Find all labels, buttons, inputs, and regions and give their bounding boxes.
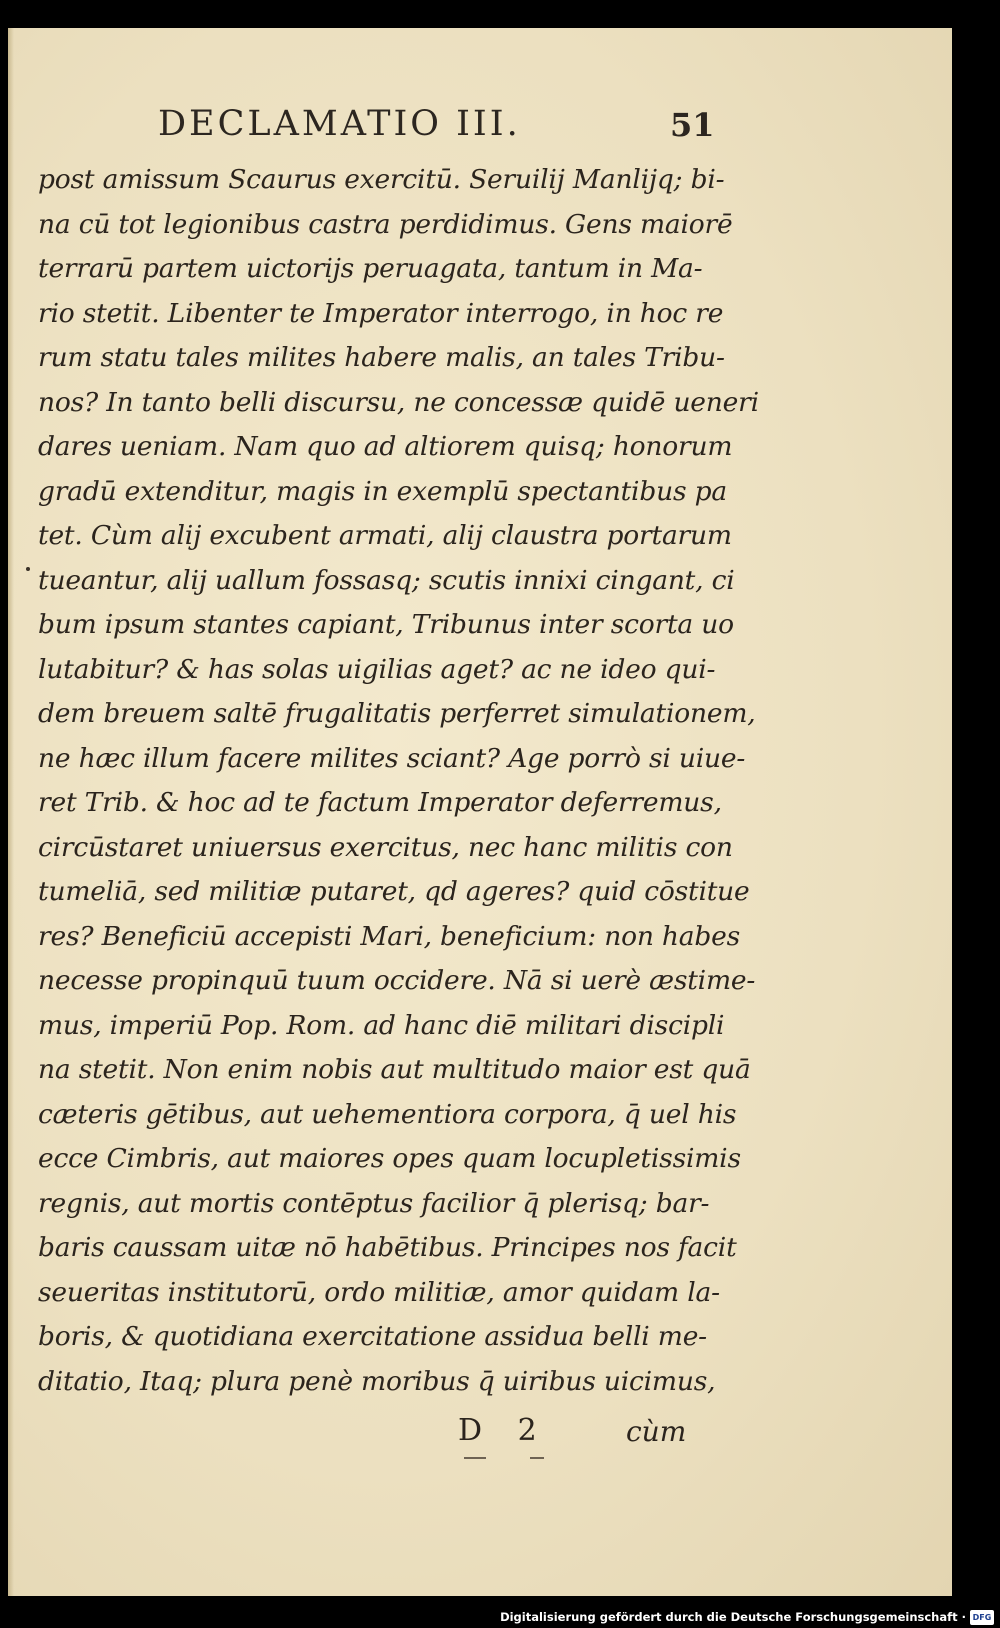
text-line: bum ipsum stantes capiant, Tribunus inter scorta uo bbox=[38, 609, 734, 640]
text-line: seueritas institutorū, ordo militiæ, amor quidam la- bbox=[38, 1276, 720, 1308]
text-line: lutabitur? & has solas uigilias aget? ac ne ideo qui- bbox=[38, 653, 716, 685]
text-line: gradū extenditur, magis in exemplū spectantibus pa bbox=[38, 475, 727, 507]
text-line: mus, imperiū Pop. Rom. ad hanc diē militari discipli bbox=[38, 1009, 725, 1041]
text-line: rum statu tales milites habere malis, an tales Tribu- bbox=[38, 342, 725, 373]
text-line: boris, & quotidiana exercitatione assidua belli me- bbox=[38, 1321, 707, 1352]
funding-credit: Digitalisierung gefördert durch die Deutsche Forschungsgemeinschaft · bbox=[500, 1610, 966, 1624]
catchword: cùm bbox=[626, 1415, 687, 1448]
signature-underline bbox=[530, 1457, 544, 1459]
signature-underline bbox=[464, 1457, 486, 1459]
text-line: nos? In tanto belli discursu, ne concessæ quidē ueneri bbox=[38, 386, 759, 418]
text-line: post amissum Scaurus exercitū. Seruilij Manlijq; bi- bbox=[38, 164, 725, 195]
text-line: regnis, aut mortis contēptus facilior q̄ plerisq; bar- bbox=[38, 1187, 710, 1219]
text-line: na cū tot legionibus castra perdidimus. Gens maiorē bbox=[38, 208, 733, 240]
page-gutter-shadow bbox=[8, 28, 14, 1596]
text-line: dares ueniam. Nam quo ad altiorem quisq; honorum bbox=[38, 431, 733, 462]
signature-mark: D 2 bbox=[458, 1413, 537, 1448]
text-line: tet. Cùm alij excubent armati, alij claustra portarum bbox=[38, 520, 732, 551]
text-line: ditatio, Itaq; plura penè moribus q̄ uiribus uicimus, bbox=[38, 1365, 716, 1397]
text-line: dem breuem saltē frugalitatis perferret simulationem, bbox=[38, 698, 756, 729]
margin-mark bbox=[26, 567, 30, 571]
text-line: res? Beneficiū accepisti Mari, beneficium: non habes bbox=[38, 920, 741, 952]
text-line: ecce Cimbris, aut maiores opes quam locupletissimis bbox=[38, 1143, 741, 1174]
dfg-logo-icon bbox=[970, 1610, 994, 1625]
text-line: circūstaret uniuersus exercitus, nec hanc militis con bbox=[38, 831, 733, 863]
text-line: tumeliā, sed militiæ putaret, qd ageres? quid cōstitue bbox=[38, 876, 750, 907]
text-line: na stetit. Non enim nobis aut multitudo maior est quā bbox=[38, 1054, 751, 1085]
text-line: cæteris gētibus, aut uehementiora corpora, q̄ uel his bbox=[38, 1098, 737, 1130]
text-line: ret Trib. & hoc ad te factum Imperator deferremus, bbox=[38, 787, 722, 818]
folio-number: 51 bbox=[670, 106, 715, 144]
text-line: ne hæc illum facere milites sciant? Age porrò si uiue- bbox=[38, 742, 746, 774]
dfg-logo-text: DFG bbox=[972, 1613, 992, 1622]
text-line: terrarū partem uictorijs peruagata, tantum in Ma- bbox=[38, 253, 703, 284]
text-line: baris caussam uitæ nō habētibus. Principes nos facit bbox=[38, 1232, 737, 1263]
text-line: tueantur, alij uallum fossasq; scutis innixi cingant, ci bbox=[38, 564, 735, 596]
page-footer bbox=[458, 1413, 758, 1463]
text-line: necesse propinquū tuum occidere. Nā si uerè æstime- bbox=[38, 965, 756, 996]
book-page bbox=[8, 28, 952, 1596]
page-header bbox=[158, 104, 718, 164]
text-line: rio stetit. Libenter te Imperator interrogo, in hoc re bbox=[38, 297, 724, 329]
body-text bbox=[38, 158, 759, 1404]
running-title: DECLAMATIO III. bbox=[158, 104, 521, 144]
credit-bar bbox=[0, 1608, 1000, 1628]
